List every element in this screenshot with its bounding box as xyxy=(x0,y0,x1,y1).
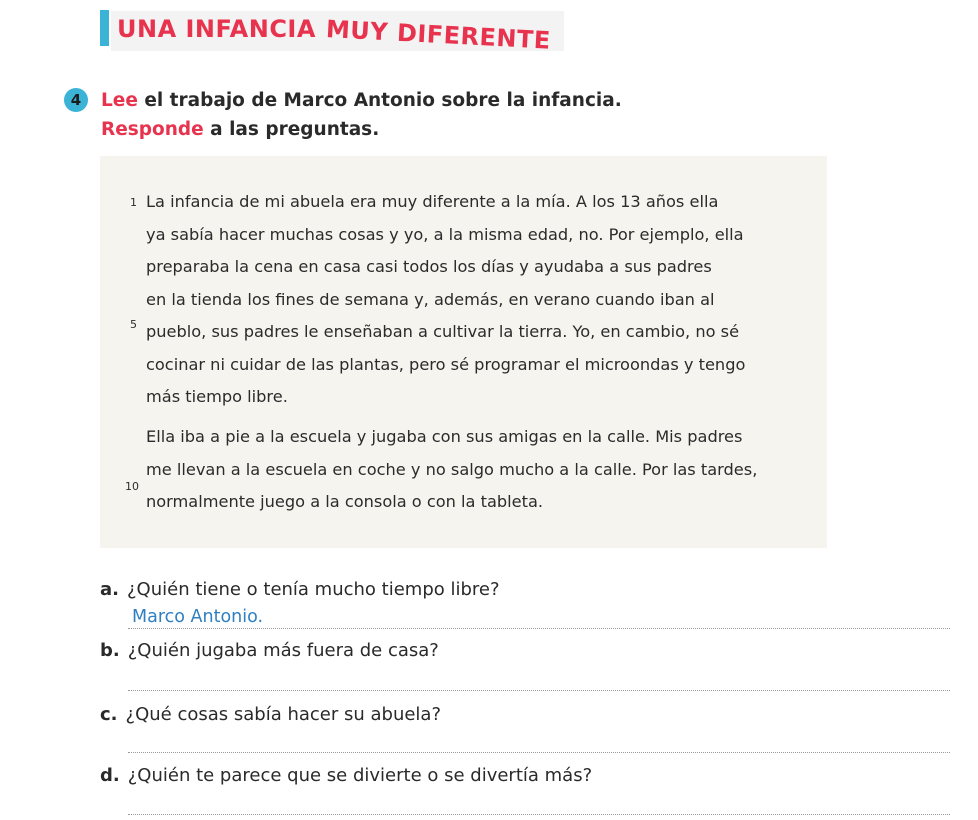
text-line: en la tienda los fines de semana y, además, en verano cuando iban al xyxy=(146,289,715,309)
text-line: pueblo, sus padres le enseñaban a cultivar la tierra. Yo, en cambio, no sé xyxy=(146,322,740,341)
question-letter: b. xyxy=(100,640,120,661)
question-text: ¿Quién jugaba más fuera de casa? xyxy=(127,640,439,661)
title-banner xyxy=(100,6,565,55)
banner-accent-bar xyxy=(100,10,109,46)
text-line: más tiempo libre. xyxy=(146,387,288,406)
question-letter: a. xyxy=(100,579,119,600)
question-d xyxy=(100,765,592,786)
question-a xyxy=(100,579,500,600)
line-number: 5 xyxy=(130,318,137,331)
question-c xyxy=(100,704,441,725)
instruction-text-read: el trabajo de Marco Antonio sobre la infancia. xyxy=(137,90,622,111)
question-b xyxy=(100,640,439,661)
line-number: 1 xyxy=(130,196,137,209)
instruction-answer xyxy=(101,119,379,140)
question-text: ¿Quién te parece que se divierte o se divertía más? xyxy=(127,765,593,786)
instruction-verb-answer: Responde xyxy=(101,119,204,140)
question-letter: d. xyxy=(100,765,120,786)
text-line: ya sabía hacer muchas cosas y yo, a la misma edad, no. Por ejemplo, ella xyxy=(146,224,744,244)
answer-a-text: Marco Antonio. xyxy=(132,607,264,627)
title-word-2: MUY DIFERENTE xyxy=(325,15,552,55)
page-title xyxy=(117,15,552,55)
reading-paragraph-1 xyxy=(146,186,745,414)
instruction-read xyxy=(101,90,622,111)
instruction-text-answer: a las preguntas. xyxy=(203,119,380,140)
answer-line-c[interactable] xyxy=(128,752,950,753)
answer-line-a[interactable] xyxy=(128,628,950,629)
question-letter: c. xyxy=(100,704,118,725)
answer-line-b[interactable] xyxy=(128,690,950,691)
text-line: preparaba la cena en casa casi todos los días y ayudaba a sus padres xyxy=(146,257,712,276)
question-text: ¿Quién tiene o tenía mucho tiempo libre? xyxy=(126,579,500,600)
answer-line-d[interactable] xyxy=(128,814,950,815)
text-line: me llevan a la escuela en coche y no salgo mucho a la calle. Por las tardes, xyxy=(146,459,758,479)
text-line: Ella iba a pie a la escuela y jugaba con sus amigas en la calle. Mis padres xyxy=(146,427,743,446)
line-number: 10 xyxy=(125,480,139,493)
text-line: La infancia de mi abuela era muy diferente a la mía. A los 13 años ella xyxy=(146,192,719,211)
reading-paragraph-2 xyxy=(146,421,757,519)
text-line: normalmente juego a la consola o con la tableta. xyxy=(146,492,544,511)
instruction-verb-read: Lee xyxy=(101,90,138,111)
text-line: cocinar ni cuidar de las plantas, pero sé programar el microondas y tengo xyxy=(146,354,746,374)
activity-number-badge: 4 xyxy=(64,88,88,112)
question-text: ¿Qué cosas sabía hacer su abuela? xyxy=(125,704,442,725)
title-word-1: UNA INFANCIA xyxy=(117,15,316,43)
